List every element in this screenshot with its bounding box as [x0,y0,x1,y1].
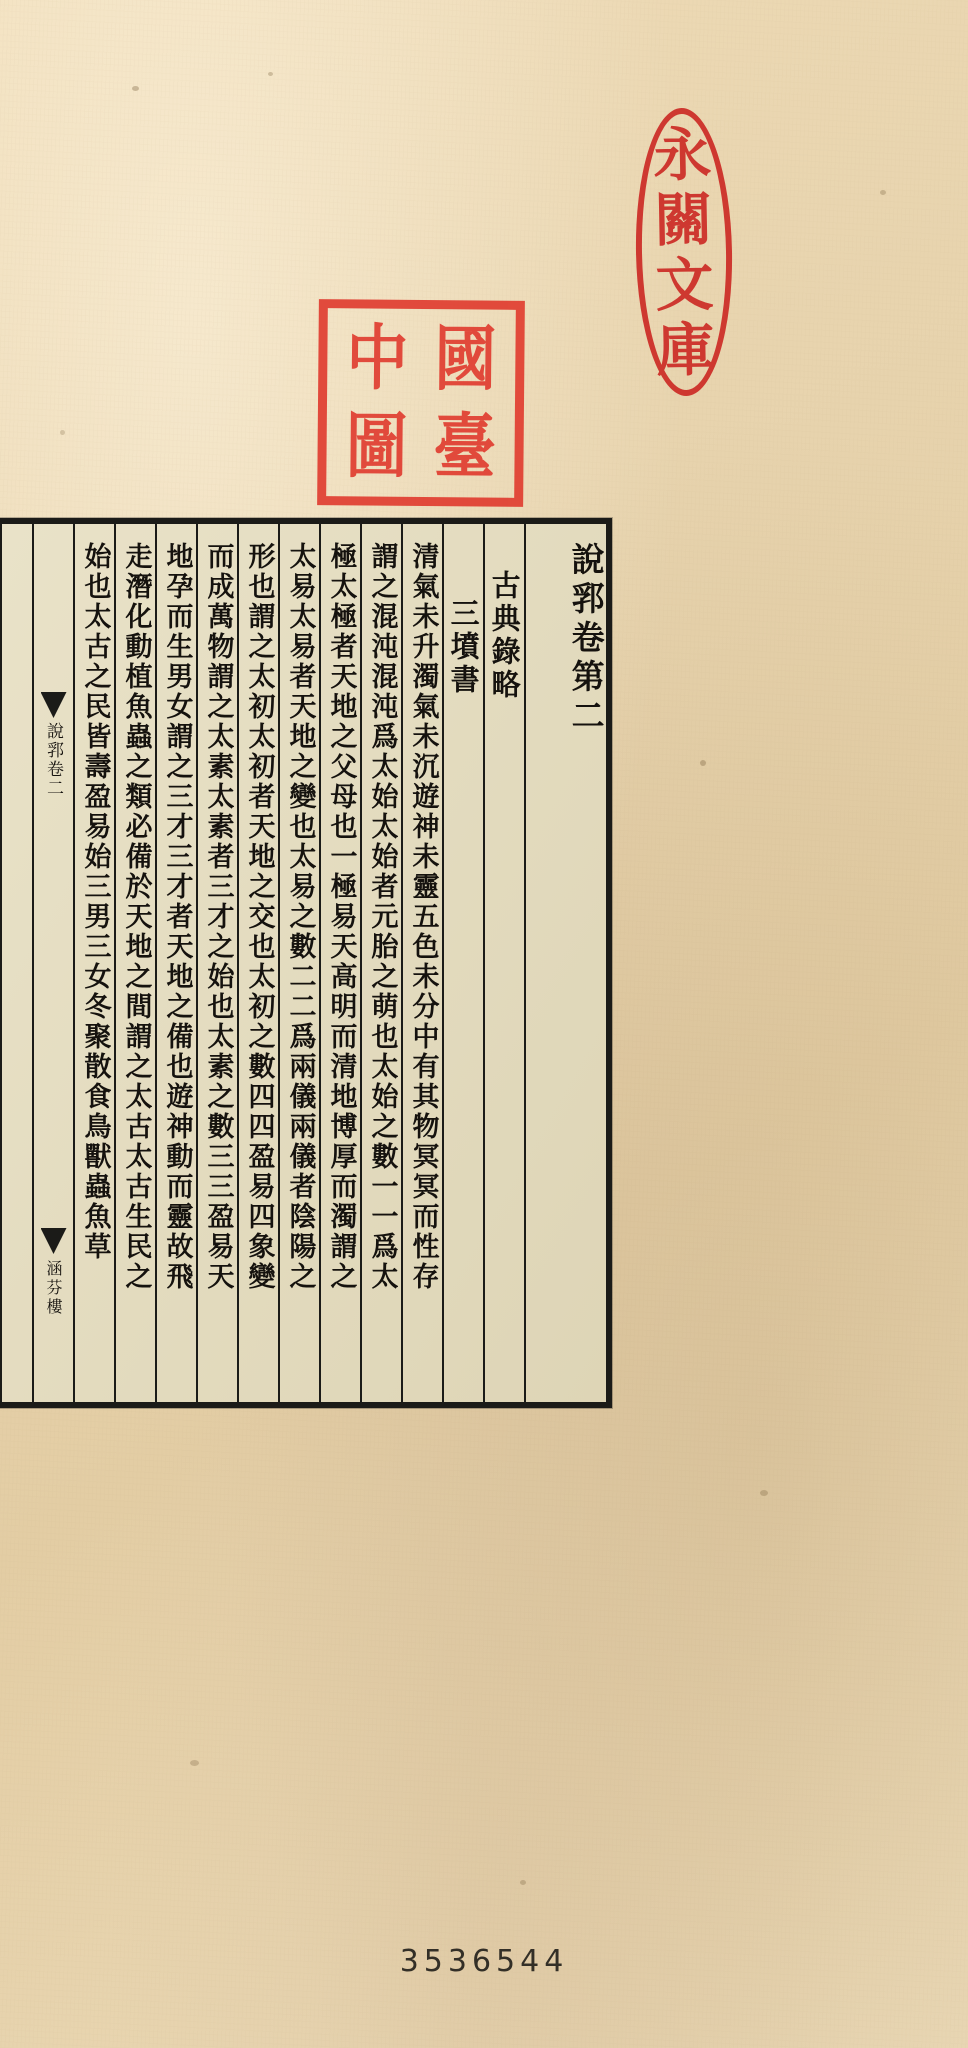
publisher-label: 涵芬樓 [44,1260,63,1317]
square-seal-char: 中 [346,315,409,401]
column-text: 極太極者天地之父母也一極易天高明而清地博厚而濁謂之 [325,542,357,1292]
square-seal [317,299,525,507]
column-blank [524,524,565,1402]
column-body-9 [73,524,114,1402]
paper-spot [700,760,706,766]
paper-spot [760,1490,768,1496]
column-body-5 [237,524,278,1402]
column-heading-gudianlue [483,524,524,1402]
margin-column [32,524,73,1402]
column-body-7 [155,524,196,1402]
text-block [0,518,612,1408]
column-text: 謂之混沌混沌爲太始太始者元胎之萌也太始之數一一爲太 [366,542,398,1292]
column-text: 古典錄略 [487,570,522,702]
column-text: 始也太古之民皆壽盈易始三男三女冬聚散食鳥獸蟲魚草 [79,542,111,1262]
column-body-2 [360,524,401,1402]
volume-label: 說郛卷二 [43,722,63,798]
paper-spot [520,1880,526,1885]
column-body-6 [196,524,237,1402]
paper-spot [60,430,65,435]
column-text: 而成萬物謂之太素太素者三才之始也太素之數三三盈易天 [202,542,234,1292]
column-text: 地孕而生男女謂之三才三才者天地之備也遊神動而靈故飛 [161,542,193,1292]
column-body-3 [319,524,360,1402]
column-text: 太易太易者天地之變也太易之數二二爲兩儀兩儀者陰陽之 [284,542,316,1292]
paper-spot [880,190,886,195]
oval-seal-char: 永 [652,120,712,190]
paper-spot [190,1760,199,1766]
column-text: 說郛卷第二 [566,542,606,737]
column-text: 清氣未升濁氣未沉遊神未靈五色未分中有其物冥冥而性存 [407,542,439,1292]
catalog-number: 3536544 [399,1944,569,1979]
column-body-4 [278,524,319,1402]
column-title [565,524,606,1402]
square-seal-char: 國 [434,316,497,402]
square-seal-char: 圖 [345,403,408,489]
oval-seal-char: 庫 [656,314,716,384]
paper-spot [268,72,273,76]
oval-seal-char: 文 [654,249,715,319]
oval-seal-char: 關 [653,185,714,255]
fishtail-mark-icon [41,692,67,718]
column-text: 走潛化動植魚蟲之類必備於天地之間謂之太古太古生民之 [120,542,152,1292]
square-seal-char: 臺 [433,404,496,490]
fishtail-mark-icon [41,1228,67,1254]
oval-seal [633,107,734,397]
column-text: 形也謂之太初太初者天地之交也太初之數四四盈易四象變 [243,542,275,1292]
column-heading-sanfenshu [442,524,483,1402]
paper-spot [132,86,139,91]
column-body-1 [401,524,442,1402]
text-columns [2,524,606,1402]
column-text: 三墳書 [446,598,481,697]
column-body-8 [114,524,155,1402]
